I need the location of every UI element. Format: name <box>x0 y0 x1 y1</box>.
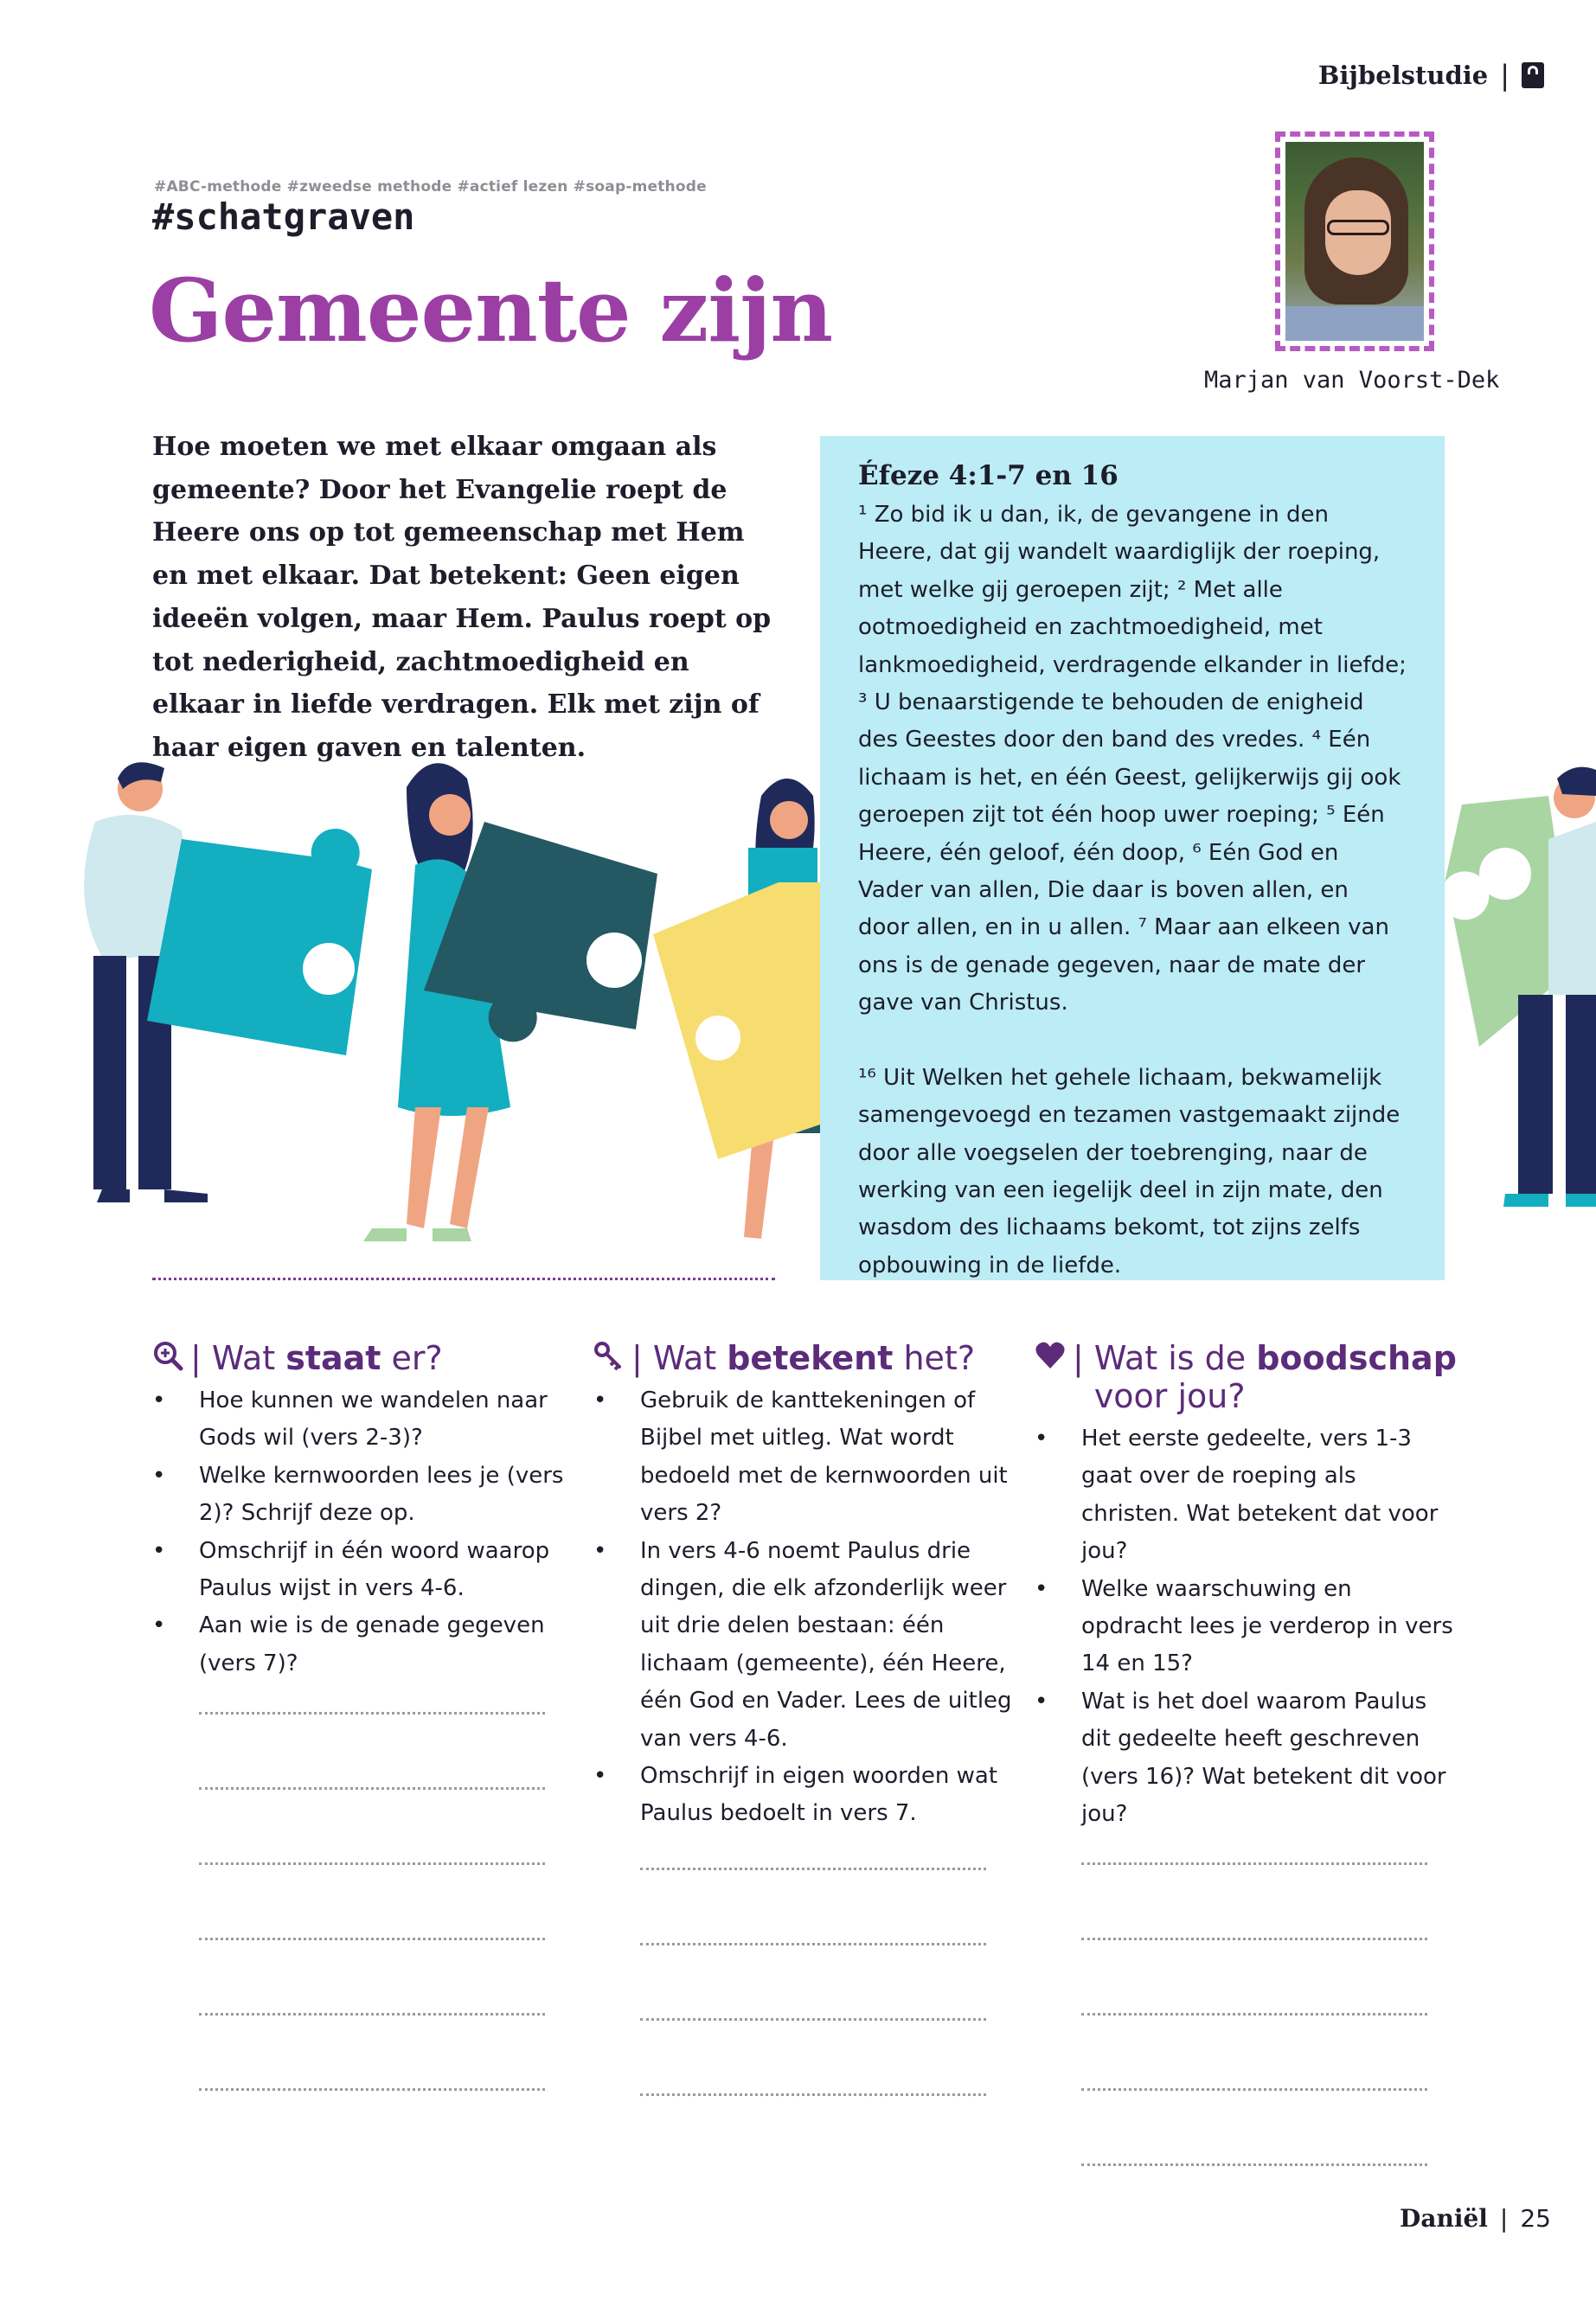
answer-line[interactable] <box>199 1862 545 1938</box>
key-icon <box>593 1339 625 1374</box>
puzzle-piece-teal <box>147 829 372 1055</box>
page-footer <box>1400 2204 1551 2233</box>
answer-line[interactable] <box>199 1938 545 2013</box>
tag-title: #schatgraven <box>152 195 415 238</box>
answer-line[interactable] <box>640 2018 986 2093</box>
heading-text: Wat staat er? <box>211 1339 443 1377</box>
section-header <box>1318 59 1544 92</box>
magazine-name: Daniël <box>1400 2204 1488 2233</box>
page-title: Gemeente zijn <box>149 260 833 362</box>
answer-line[interactable] <box>1081 2163 1427 2181</box>
hashtags: #ABC-methode #zweedse methode #actief lezen #soap-methode <box>154 178 707 195</box>
heading-bar: | <box>631 1339 643 1377</box>
answer-line[interactable] <box>1081 1862 1427 1938</box>
answer-line[interactable] <box>1081 1938 1427 2013</box>
bible-verse-16: ¹⁶ Uit Welken het gehele lichaam, bekwamelijk samengevoegd en tezamen vastgemaakt zijnde door alle voegselen der toebrenging, naar de werking van een iegelijk deel in zijn mate, den wasdom des lichaams bekomt, tot zijns zelfs opbouwing in de liefde. <box>858 1064 1401 1279</box>
author-photo-frame <box>1275 131 1434 351</box>
list-item: • Welke waarschuwing en opdracht lees je verderop in vers 14 en 15? <box>1035 1571 1458 1683</box>
footer-separator: | <box>1499 2204 1509 2233</box>
author-photo <box>1285 142 1424 341</box>
list-item: • Het eerste gedeelte, vers 1-3 gaat over de roeping als christen. Wat betekent dat voor jou? <box>1035 1420 1458 1571</box>
bible-verses-1-7: ¹ Zo bid ik u dan, ik, de gevangene in den Heere, dat gij wandelt waardiglijk der roeping, met welke gij geroepen zijt; ² Met alle ootmoedigheid en zachtmoedigheid, met lankmoedigheid, verdragende elkander in liefde; ³ U benaarstigende te behouden de enigheid des Geestes door den band des vredes. ⁴ Eén lichaam is het, en één Geest, gelijkerwijs gij ook geroepen zijt tot één hoop uwer roeping; ⁵ Eén Heere, één geloof, één doop, ⁶ Eén God en Vader van allen, Die daar is boven allen, en door allen, en in u allen. ⁷ Maar aan elkeen van ons is de genade gegeven, naar de mate der gave van Christus. <box>858 502 1407 1016</box>
heading-text: Wat is de boodschap voor jou? <box>1093 1339 1457 1415</box>
list-item: • Gebruik de kanttekeningen of Bijbel met uitleg. Wat wordt bedoeld met de kernwoorden uit vers 2? <box>593 1382 1017 1533</box>
author-name: Marjan van Voorst-Dek <box>1204 367 1500 394</box>
heading-bar: | <box>190 1339 202 1377</box>
answer-lines <box>593 1868 1017 2111</box>
section-label: Bijbelstudie <box>1317 61 1489 90</box>
answer-line[interactable] <box>199 2088 545 2106</box>
column-heading <box>1035 1339 1458 1415</box>
list-item: • Aan wie is de genade gegeven (vers 7)? <box>152 1607 576 1682</box>
answer-line[interactable] <box>199 1712 545 1787</box>
heading-bar: | <box>1073 1339 1084 1377</box>
answer-lines <box>1035 1862 1458 2181</box>
dotted-divider <box>152 1278 775 1280</box>
answer-line[interactable] <box>199 2013 545 2088</box>
question-list <box>593 1382 1017 1833</box>
column-heading <box>593 1339 1017 1377</box>
heart-icon <box>1035 1339 1066 1374</box>
list-item: • Hoe kunnen we wandelen naar Gods wil (vers 2-3)? <box>152 1382 576 1458</box>
bible-reference: Éfeze 4:1-7 en 16 <box>858 460 1118 491</box>
heading-text: Wat betekent het? <box>652 1339 976 1377</box>
list-item: • In vers 4-6 noemt Paulus drie dingen, die elk afzonderlijk weer uit drie delen bestaan: één lichaam (gemeente), één Heere, één God en Vader. Lees de uitleg van vers 4-6. <box>593 1533 1017 1758</box>
magnifier-plus-icon <box>152 1339 183 1374</box>
list-item: • Welke kernwoorden lees je (vers 2)? Schrijf deze op. <box>152 1458 576 1533</box>
intro-text: Hoe moeten we met elkaar omgaan als gemeente? Door het Evangelie roept de Heere ons op tot gemeenschap met Hem en met elkaar. Dat betekent: Geen eigen ideeën volgen, maar Hem. Paulus roept op tot nederigheid, zachtmoedigheid en elkaar in liefde verdragen. Elk met zijn of haar eigen gaven en talenten. <box>152 432 772 763</box>
answer-line[interactable] <box>199 1787 545 1862</box>
list-item: • Omschrijf in één woord waarop Paulus wijst in vers 4-6. <box>152 1533 576 1608</box>
header-separator: | <box>1500 59 1509 92</box>
list-item: • Omschrijf in eigen woorden wat Paulus bedoelt in vers 7. <box>593 1758 1017 1833</box>
column-wat-staat-er <box>152 1339 576 2106</box>
column-heading <box>152 1339 576 1377</box>
question-list <box>1035 1420 1458 1833</box>
answer-line[interactable] <box>640 2093 986 2111</box>
book-icon <box>1522 62 1544 88</box>
question-list <box>152 1382 576 1682</box>
answer-line[interactable] <box>1081 2088 1427 2163</box>
puzzle-piece-yellow <box>653 882 820 1159</box>
column-wat-betekent-het <box>593 1339 1017 2111</box>
list-item: • Wat is het doel waarom Paulus dit gedeelte heeft geschreven (vers 16)? Wat betekent dit voor jou? <box>1035 1683 1458 1834</box>
answer-line[interactable] <box>1081 2013 1427 2088</box>
answer-line[interactable] <box>640 1943 986 2018</box>
bible-passage-box <box>820 436 1445 1280</box>
column-wat-is-de-boodschap <box>1035 1339 1458 2181</box>
answer-lines <box>152 1712 576 2106</box>
answer-line[interactable] <box>640 1868 986 1943</box>
page-number: 25 <box>1520 2204 1551 2233</box>
